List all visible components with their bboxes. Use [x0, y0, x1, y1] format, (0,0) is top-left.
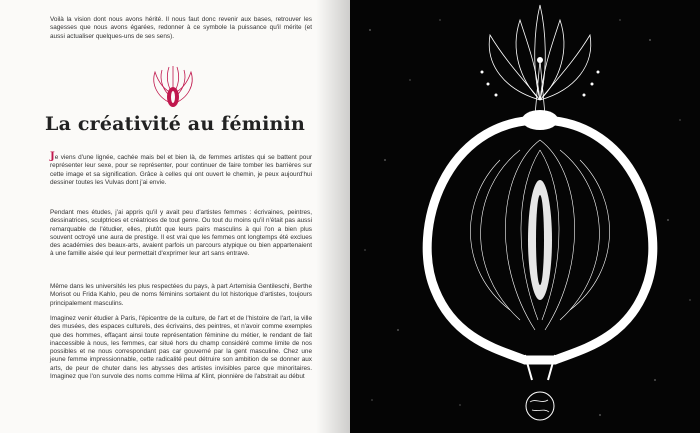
right-page-artwork [350, 0, 700, 433]
center-slit [536, 195, 544, 285]
body-paragraph-1-text: e viens d'une lignée, cachée mais bel et bien là, de femmes artistes qui se battent pour représenter leur sexe, pour se représenter, pour continuer de faire tomber les barrières sur cette image et sa signification. Grâce à celles qui ont ouvert le chemin, je peux aujourd'hui dessiner toutes les Vulvas dont j'ai envie. [50, 154, 312, 186]
intro-paragraph: Voilà la vision dont nous avons hérité. Il nous faut donc revenir aux bases, retrouver les sagesses que nous avons égarées, redonner à ce symbole la puissance qu'il mérite (et aussi actualiser quelques-uns de ses sens). [50, 16, 312, 40]
vulva-illustration [350, 0, 700, 433]
page-title: La créativité au féminin [45, 113, 305, 135]
small-globe [526, 392, 554, 420]
figure-head [537, 57, 543, 63]
gutter-shadow [316, 0, 350, 433]
body-paragraph-2: Pendant mes études, j'ai appris qu'il y avait peu d'artistes femmes : écrivaines, peintres, dessinatrices, sculptrices et créatrices de tout genre. Ou tout du moins qu'il n'était pas aussi remarquable de l'étudier, elles, plutôt que leurs pairs masculins à qui l'on a bien plus souvent octroyé une aura de prestige. Il est vrai que les femmes ont longtemps été exclues des académies des beaux-arts, avaient parfois un parcours atypique ou bien appartenaient à une famille aisée qui leur permettait d'exprimer leur art sans entrave. [50, 209, 312, 258]
figure-hips [522, 110, 558, 130]
drop-cap: J [50, 151, 55, 162]
vulva-flower-motif [147, 64, 199, 112]
body-paragraph-4: Imaginez venir étudier à Paris, l'épicentre de la culture, de l'art et de l'histoire de l'art, la ville des musées, des espaces culturels, des écrivains, des peintres, et n'avoir comme exemples que des hommes, effaçant ainsi toute représentation féminine du métier, le rendant de fait inaccessible à nous, les femmes, car situé hors du champ considéré comme limite de nos possibles et ne nous correspondant pas car gouverné par la gent masculine. Chez une jeune femme impressionnable, cette radicalité peut détruire son ambition de se donner aux arts, de peur de chuter dans les abysses des artistes invisibles parce que minoritaires. Imaginez que l'on survole des noms comme Hilma af Klint, pionnière de l'abstrait au début [50, 315, 312, 381]
dot-arcs [481, 71, 600, 97]
body-paragraph-1 [50, 153, 312, 187]
body-paragraph-3: Même dans les universités les plus respectées du pays, à part Artemisia Gentileschi, Berthe Morisot ou Frida Kahlo, peu de noms féminins sortaient du lot historique d'artistes, toujours principalement masculins. [50, 283, 312, 307]
